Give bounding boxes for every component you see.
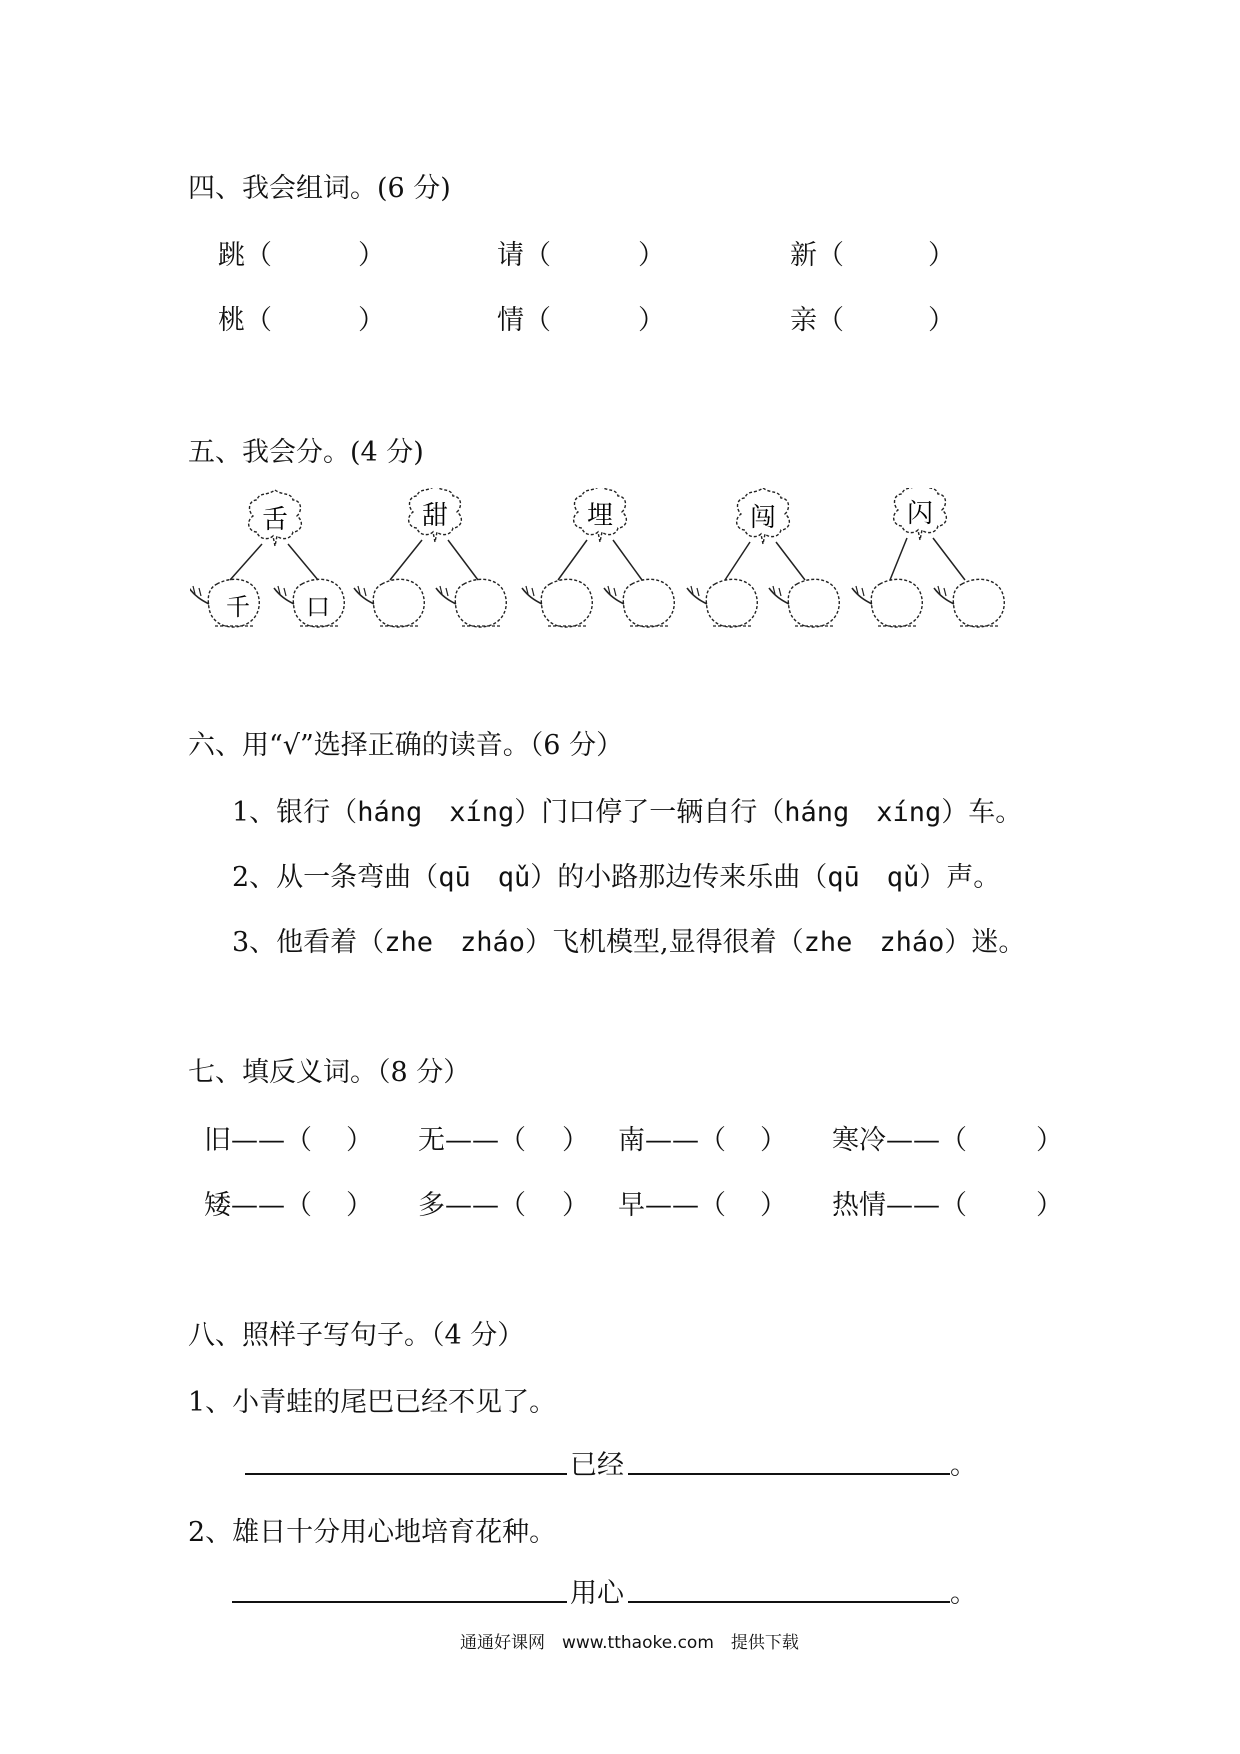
item-char: 情 xyxy=(497,305,524,336)
antonym-item: 热情——（ xyxy=(832,1190,967,1221)
q-text: ）迷。 xyxy=(944,927,1026,958)
answer-blank[interactable] xyxy=(628,1473,950,1475)
close-paren: ） xyxy=(760,1190,787,1221)
close-paren: ） xyxy=(562,1190,589,1221)
leaf-char: 甜 xyxy=(421,501,449,531)
pinyin-options: zhe zháo xyxy=(803,927,945,958)
word-item xyxy=(497,298,551,337)
sentence-keyword: 用心 xyxy=(570,1578,624,1609)
close-paren: ） xyxy=(346,1125,373,1156)
antonym-item: 无——（ xyxy=(418,1125,526,1156)
section-5-heading: 五、我会分。(4 分) xyxy=(188,437,424,468)
pinyin-options: qū qǔ xyxy=(438,862,531,893)
leaf-group-4 xyxy=(687,488,839,627)
leaf-group-2 xyxy=(354,488,506,627)
antonym-item: 多——（ xyxy=(418,1190,526,1221)
close-paren: ） xyxy=(638,240,665,271)
item-char: 亲 xyxy=(790,305,817,336)
q-text: ）声。 xyxy=(919,862,1001,893)
section-4-heading: 四、我会组词。(6 分) xyxy=(188,173,451,204)
close-paren: ） xyxy=(928,305,955,336)
item-char: 跳 xyxy=(218,240,245,271)
section-7-heading: 七、填反义词。（8 分） xyxy=(188,1057,471,1088)
item-char: 新 xyxy=(790,240,817,271)
split-character-diagram xyxy=(190,488,1010,638)
answer-blank[interactable] xyxy=(232,1601,567,1603)
footer-source: 通通好课网 www.tthaoke.com 提供下载 xyxy=(460,1633,799,1653)
antonym-item: 旧——（ xyxy=(204,1125,312,1156)
q-text: ）的小路那边传来乐曲（ xyxy=(530,862,828,893)
open-paren: （ xyxy=(245,240,272,271)
pinyin-question-3 xyxy=(232,920,1025,959)
sentence-example-2: 2、雄日十分用心地培育花种。 xyxy=(188,1517,557,1548)
sentence-end: 。 xyxy=(950,1578,977,1609)
word-item xyxy=(790,233,844,272)
open-paren: （ xyxy=(245,305,272,336)
open-paren: （ xyxy=(524,240,551,271)
sentence-example-1: 1、小青蛙的尾巴已经不见了。 xyxy=(188,1387,557,1418)
q-text: ）飞机模型,显得很着（ xyxy=(524,927,804,958)
close-paren: ） xyxy=(358,240,385,271)
q-text: 2、从一条弯曲（ xyxy=(232,862,439,893)
q-text: 1、银行（ xyxy=(232,797,358,828)
leaf-char: 舌 xyxy=(261,505,289,535)
close-paren: ） xyxy=(562,1125,589,1156)
leaf-group-5 xyxy=(852,488,1004,627)
word-item xyxy=(790,298,844,337)
leaf-char: 闯 xyxy=(749,503,777,533)
q-text: ）车。 xyxy=(941,797,1023,828)
close-paren: ） xyxy=(1036,1190,1063,1221)
pinyin-question-1 xyxy=(232,790,1022,829)
leaf-group-1 xyxy=(190,490,344,627)
close-paren: ） xyxy=(928,240,955,271)
antonym-item: 矮——（ xyxy=(204,1190,312,1221)
sentence-end: 。 xyxy=(950,1450,977,1481)
word-item xyxy=(218,233,272,272)
antonym-item: 寒冷——（ xyxy=(832,1125,967,1156)
item-char: 桃 xyxy=(218,305,245,336)
section-8-heading: 八、照样子写句子。（4 分） xyxy=(188,1320,525,1351)
pinyin-options: háng xíng xyxy=(784,797,942,828)
word-item xyxy=(218,298,272,337)
word-item xyxy=(497,233,551,272)
open-paren: （ xyxy=(524,305,551,336)
q-text: ）门口停了一辆自行（ xyxy=(514,797,785,828)
open-paren: （ xyxy=(817,240,844,271)
answer-blank[interactable] xyxy=(245,1473,567,1475)
pinyin-question-2 xyxy=(232,855,1000,894)
close-paren: ） xyxy=(1036,1125,1063,1156)
pinyin-options: háng xíng xyxy=(357,797,515,828)
antonym-item: 南——（ xyxy=(618,1125,726,1156)
close-paren: ） xyxy=(760,1125,787,1156)
q-text: 3、他看着（ xyxy=(232,927,385,958)
leaf-char: 闪 xyxy=(906,499,934,529)
answer-blank[interactable] xyxy=(628,1601,950,1603)
antonym-item: 早——（ xyxy=(618,1190,726,1221)
sentence-keyword: 已经 xyxy=(570,1450,624,1481)
pot-char-right: 口 xyxy=(306,593,330,621)
close-paren: ） xyxy=(358,305,385,336)
close-paren: ） xyxy=(346,1190,373,1221)
pot-char-left: 千 xyxy=(226,593,250,621)
close-paren: ） xyxy=(638,305,665,336)
section-6-heading: 六、用“√”选择正确的读音。（6 分） xyxy=(188,730,624,761)
item-char: 请 xyxy=(497,240,524,271)
pinyin-options: zhe zháo xyxy=(384,927,525,958)
open-paren: （ xyxy=(817,305,844,336)
pinyin-options: qū qǔ xyxy=(827,862,920,893)
leaf-char: 埋 xyxy=(586,501,614,531)
leaf-group-3 xyxy=(522,488,674,627)
